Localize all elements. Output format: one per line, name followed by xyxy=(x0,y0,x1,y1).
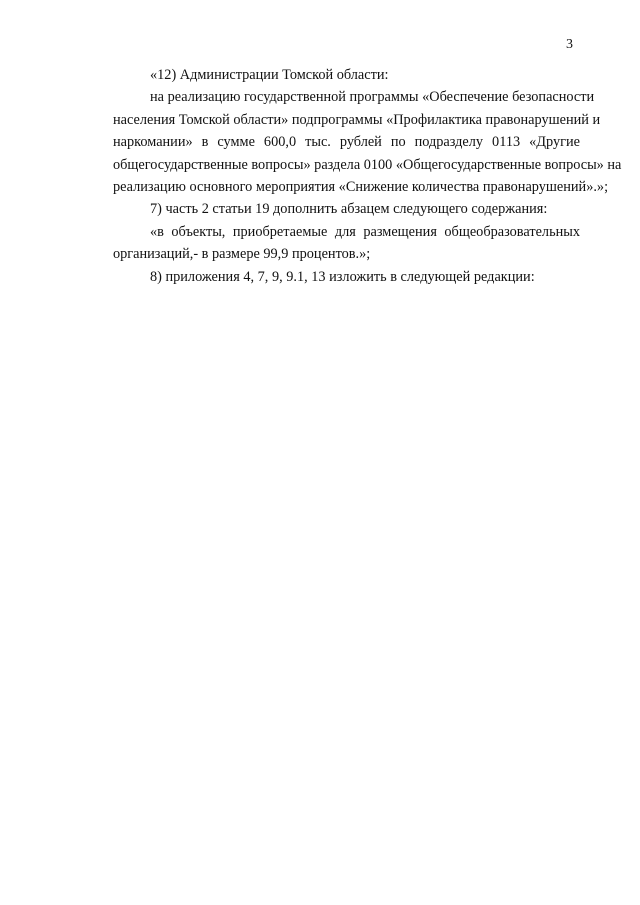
paragraph-program-funding xyxy=(77,86,622,198)
paragraph-quoted-addition xyxy=(77,221,580,266)
text-line: 7) часть 2 статьи 19 дополнить абзацем следующего содержания: xyxy=(150,201,548,218)
text-line: населения Томской области» подпрограммы «Профилактика правонарушений и xyxy=(113,111,601,128)
page-number: 3 xyxy=(566,37,573,52)
document-body xyxy=(77,64,622,288)
text-line: общегосударственные вопросы» раздела 0100 «Общегосударственные вопросы» на xyxy=(113,156,622,173)
text-line: наркомании» в сумме 600,0 тыс. рублей по подразделу 0113 «Другие xyxy=(113,134,580,151)
text-line: «в объекты, приобретаемые для размещения общеобразовательных xyxy=(150,223,580,240)
paragraph-recipient xyxy=(77,64,580,86)
paragraph-item-7 xyxy=(77,198,580,220)
paragraph-item-8 xyxy=(77,266,580,288)
text-line: 8) приложения 4, 7, 9, 9.1, 13 изложить в следующей редакции: xyxy=(150,268,535,285)
text-line: реализацию основного мероприятия «Снижение количества правонарушений».»; xyxy=(113,178,609,195)
text-line: организаций,- в размере 99,9 процентов.»; xyxy=(113,246,371,263)
text-line: «12) Администрации Томской области: xyxy=(150,67,389,83)
text-line: на реализацию государственной программы «Обеспечение безопасности xyxy=(150,89,595,106)
